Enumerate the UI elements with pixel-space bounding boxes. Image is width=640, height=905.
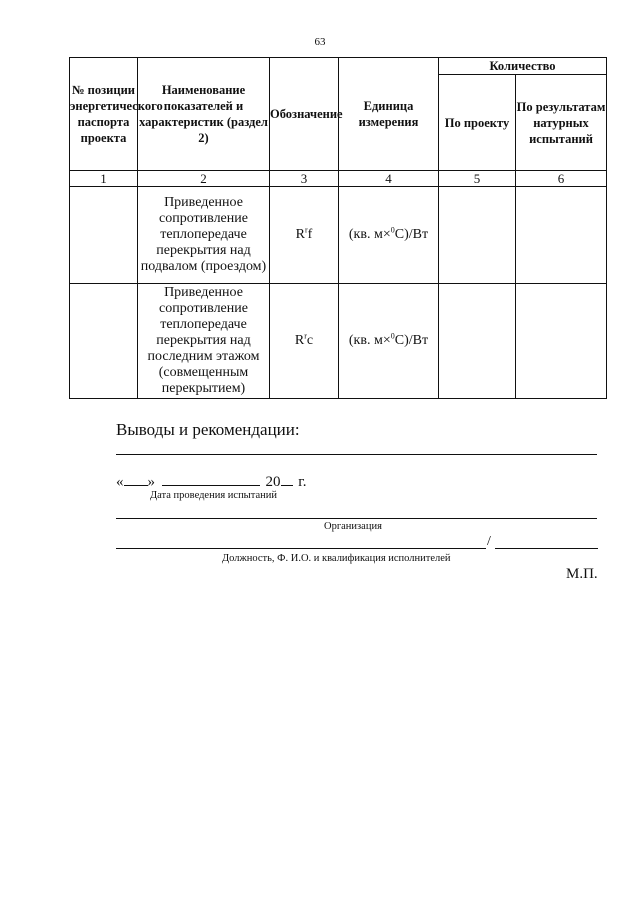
cell-by-tests (516, 187, 607, 284)
conclusions-label: Выводы и рекомендации: (116, 420, 300, 439)
test-date-caption: Дата проведения испытаний (150, 490, 277, 501)
cell-by-project (439, 187, 516, 284)
signature-slash: / (487, 534, 491, 549)
cell-name: Приведенное сопротивление теплопередаче перекрытия над подвалом (проездом) (138, 187, 270, 284)
header-position: № позиции энергетического паспорта проекта (70, 58, 138, 171)
header-by-tests: По результатам натурных испытаний (516, 75, 607, 171)
executors-line-left (116, 548, 486, 549)
cell-symbol: $R^rf$ (270, 187, 339, 284)
table-row (70, 284, 607, 399)
test-date-line: « » 20 г. (116, 471, 306, 491)
cell-by-tests (516, 284, 607, 399)
cell-by-project (439, 284, 516, 399)
column-number: 2 (138, 171, 270, 187)
header-by-project: По проекту (439, 75, 516, 171)
cell-unit: (кв. м×$^0$С)/Вт (339, 284, 439, 399)
cell-position (70, 187, 138, 284)
column-number-row (70, 171, 607, 187)
column-number: 5 (439, 171, 516, 187)
executors-line-right (495, 548, 598, 549)
organization-line (116, 518, 597, 519)
page-number: 63 (314, 36, 326, 48)
column-number: 1 (70, 171, 138, 187)
executors-caption: Должность, Ф. И.О. и квалификация исполнителей (222, 553, 451, 564)
header-unit: Единица измерения (339, 58, 439, 171)
energy-passport-table (69, 57, 607, 399)
column-number: 4 (339, 171, 439, 187)
header-quantity: Количество (439, 58, 607, 75)
cell-name: Приведенное сопротивление теплопередаче перекрытия над последним этажом (совмещенным перекрытием) (138, 284, 270, 399)
column-number: 6 (516, 171, 607, 187)
cell-unit: (кв. м×$^0$С)/Вт (339, 187, 439, 284)
stamp-label: М.П. (566, 566, 598, 582)
cell-symbol: $R^rс$ (270, 284, 339, 399)
cell-position (70, 284, 138, 399)
column-number: 3 (270, 171, 339, 187)
header-name: Наименование показателей и характеристик (раздел 2) (138, 58, 270, 171)
organization-caption: Организация (324, 521, 382, 532)
header-symbol: Обозначение (270, 58, 339, 171)
conclusions-line (116, 454, 597, 455)
table-row (70, 187, 607, 284)
